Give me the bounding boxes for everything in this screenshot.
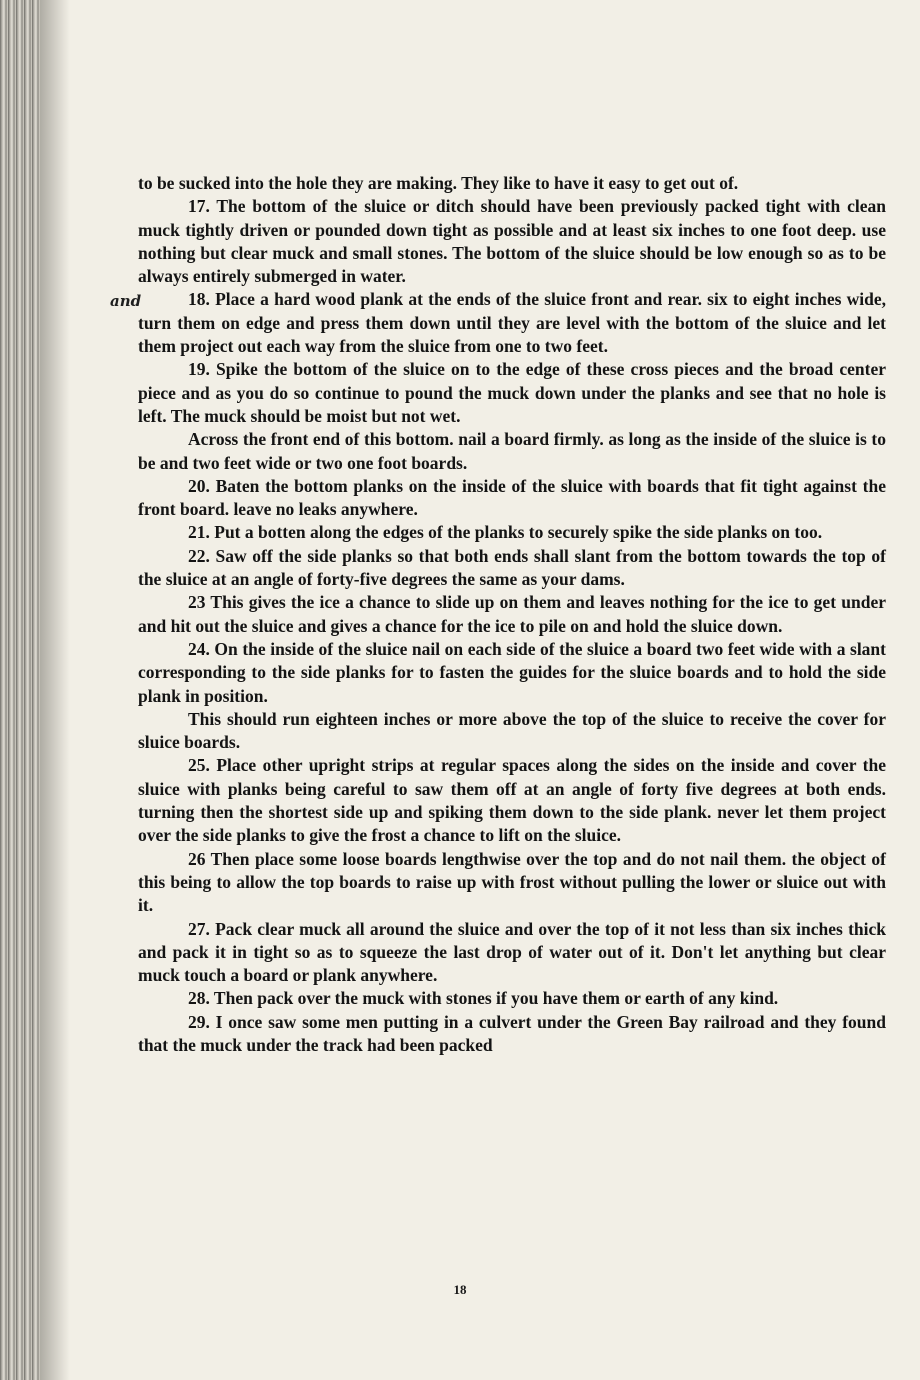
spine-shadow <box>40 0 70 1380</box>
paragraph-28: 28. Then pack over the muck with stones if you have them or earth of any kind. <box>188 988 779 1009</box>
paragraph-19: 19. Spike the bottom of the sluice on to the edge of these cross pieces and the broad center piece and as you do so continue to pound the muck down under the planks and see that no hole is left. The muck should be moist but not wet. <box>138 359 886 426</box>
body-text <box>138 172 886 1057</box>
paragraph: This should run eighteen inches or more above the top of the sluice to receive the cover for sluice boards. <box>138 708 886 753</box>
paragraph-20: 20. Baten the bottom planks on the inside of the sluice with boards that fit tight against the front board. leave no leaks anywhere. <box>138 475 886 520</box>
paragraph-27: 27. Pack clear muck all around the sluice and over the top of it not less than six inches thick and pack it in tight so as to squeeze the last drop of water out of it. Don't let anything but clear muck touch a board or plank anywhere. <box>138 918 886 986</box>
paragraph-22: 22. Saw off the side planks so that both ends shall slant from the bottom towards the top of the sluice at an angle of forty-five degrees the same as your dams. <box>138 545 886 590</box>
book-spine <box>0 0 40 1380</box>
paragraph: to be sucked into the hole they are making. They like to have it easy to get out of. <box>138 173 739 193</box>
page-number: 18 <box>453 1282 467 1297</box>
paragraph-25: 25. Place other upright strips at regular spaces along the sides on the inside and cover the sluice with planks being careful to saw them off at an angle of forty five degrees at both ends. turning then the shortest side up and spiking them down to the side plank. never let them project over the side planks to give the frost a chance to lift on the sluice. <box>138 755 886 846</box>
paragraph-24: 24. On the inside of the sluice nail on each side of the sluice a board two feet wide with a slant corresponding to the side planks for to fasten the guides for the sluice boards and to hold the side plank in position. <box>138 638 886 706</box>
paragraph-23: 23 This gives the ice a chance to slide up on them and leaves nothing for the ice to get under and hit out the sluice and gives a chance for the ice to pile on and hold the sluice down. <box>138 592 886 636</box>
paragraph: Across the front end of this bottom. nail a board firmly. as long as the inside of the sluice is to be and two feet wide or two one foot boards. <box>138 429 886 473</box>
paragraph-18: 18. Place a hard wood plank at the ends of the sluice front and rear. six to eight inches wide, turn them on edge and press them down until they are level with the bottom of the sluice and let them project out each way from the sluice from one to two feet. <box>138 289 886 357</box>
paragraph-21: 21. Put a botten along the edges of the planks to securely spike the side planks on too. <box>188 522 823 543</box>
handwritten-margin-note: and <box>110 292 142 310</box>
paragraph-29: 29. I once saw some men putting in a culvert under the Green Bay railroad and they found that the muck under the track had been packed <box>138 1011 886 1055</box>
paragraph-17: 17. The bottom of the sluice or ditch should have been previously packed tight with clean muck tightly driven or pounded down tight as possible and at least six inches to one foot deep. use nothing but clear muck and small stones. The bottom of the sluice should be low enough so as to be always entirely submerged in water. <box>138 196 886 287</box>
paragraph-26: 26 Then place some loose boards lengthwise over the top and do not nail them. the object of this being to allow the top boards to raise up with frost without pulling the lower or sluice out with it. <box>138 848 886 916</box>
